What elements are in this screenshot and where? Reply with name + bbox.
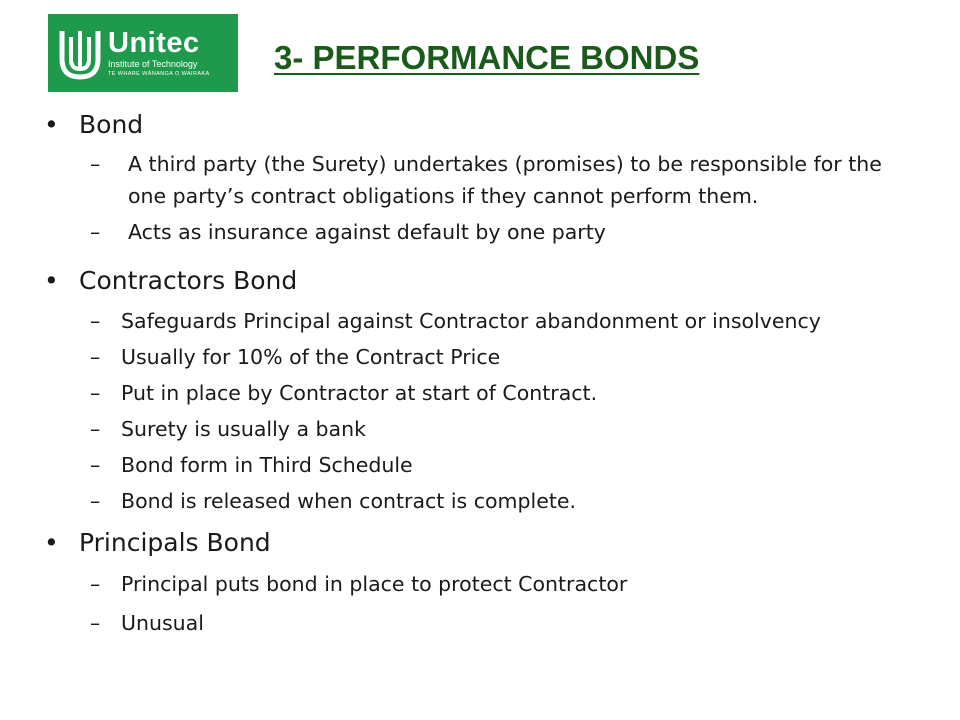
dash-icon: – xyxy=(90,489,101,513)
logo-tagline: TE WHARE WĀNANGA O WAIRAKA xyxy=(108,71,210,77)
bullet-icon: • xyxy=(44,528,59,557)
list-item-text: Bond form in Third Schedule xyxy=(121,453,413,477)
list-item-text: A third party (the Surety) undertakes (promises) to be responsible for the xyxy=(128,152,882,176)
list-item-text: Surety is usually a bank xyxy=(121,417,366,441)
list-item-text: one party’s contract obligations if they cannot perform them. xyxy=(128,184,759,208)
logo-subtitle: Institute of Technology xyxy=(108,59,198,69)
heading-text: Principals Bond xyxy=(79,528,271,557)
heading-text: Contractors Bond xyxy=(79,266,298,295)
list-item-text: Principal puts bond in place to protect Contractor xyxy=(121,572,628,596)
bullet-icon: • xyxy=(44,110,59,139)
dash-icon: – xyxy=(90,611,101,635)
unitec-logo xyxy=(48,14,238,92)
bullet-icon: • xyxy=(44,266,59,295)
logo-name: Unitec xyxy=(108,27,200,59)
list-item-text: Acts as insurance against default by one party xyxy=(128,220,606,244)
heading-text: Bond xyxy=(79,110,144,139)
dash-icon: – xyxy=(90,152,101,176)
dash-icon: – xyxy=(90,381,101,405)
dash-icon: – xyxy=(90,345,101,369)
unitec-logo-mark-icon xyxy=(56,23,104,83)
slide-title: 3- PERFORMANCE BONDS xyxy=(274,39,700,76)
list-item-text: Bond is released when contract is complete. xyxy=(121,489,577,513)
list-item-text: Put in place by Contractor at start of Contract. xyxy=(121,381,598,405)
dash-icon: – xyxy=(90,572,101,596)
list-item-text: Usually for 10% of the Contract Price xyxy=(121,345,501,369)
dash-icon: – xyxy=(90,453,101,477)
dash-icon: – xyxy=(90,220,101,244)
list-item-text: Unusual xyxy=(121,611,204,635)
dash-icon: – xyxy=(90,309,101,333)
list-item-text: Safeguards Principal against Contractor abandonment or insolvency xyxy=(121,309,821,333)
dash-icon: – xyxy=(90,417,101,441)
